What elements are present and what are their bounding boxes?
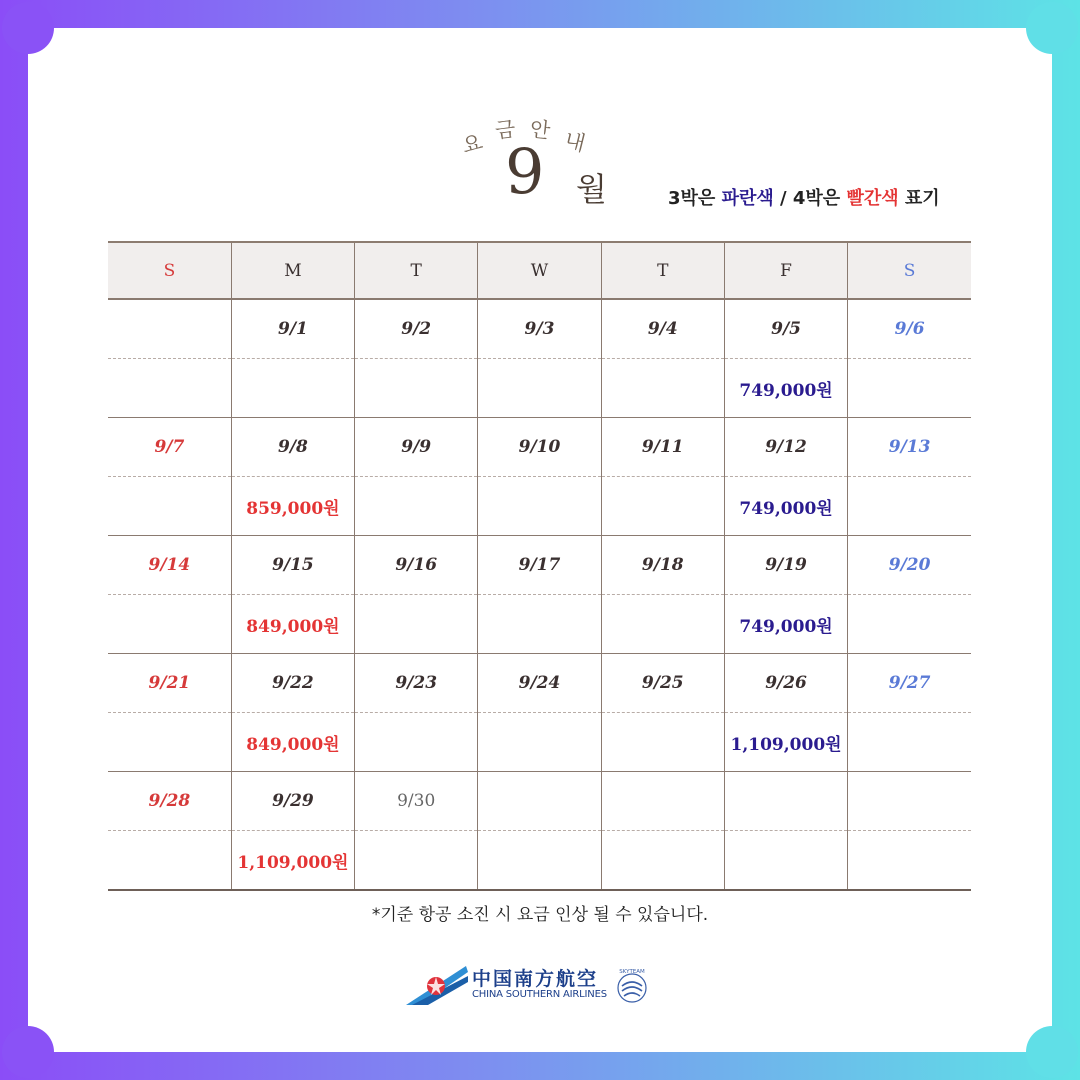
- date-cell: 9/21: [108, 654, 231, 713]
- price-row: [108, 477, 971, 536]
- price-cell: [108, 713, 231, 772]
- footnote: *기준 항공 소진 시 요금 인상 될 수 있습니다.: [371, 905, 709, 925]
- month-suffix: 월: [576, 170, 607, 208]
- subtitle-char: 요: [459, 129, 486, 159]
- date-cell: 9/12: [724, 418, 847, 477]
- date-cell: 9/2: [355, 299, 478, 359]
- weekday-header-tue: T: [355, 242, 478, 299]
- date-cell: 9/28: [108, 772, 231, 831]
- weekday-header-sun: S: [108, 242, 231, 299]
- date-cell: 9/20: [848, 536, 971, 595]
- date-row: [108, 299, 971, 359]
- price-row: [108, 595, 971, 654]
- date-cell: 9/9: [355, 418, 478, 477]
- weekday-header-thu: T: [601, 242, 724, 299]
- price-cell: [848, 477, 971, 536]
- date-cell: 9/16: [355, 536, 478, 595]
- price-cell: [601, 595, 724, 654]
- price-cell: [231, 359, 354, 418]
- date-cell: 9/15: [231, 536, 354, 595]
- corner-notch: [2, 2, 54, 54]
- date-cell: 9/18: [601, 536, 724, 595]
- corner-notch: [2, 1026, 54, 1078]
- weekday-header-wed: W: [478, 242, 601, 299]
- price-cell-4-nights: 849,000원: [231, 595, 354, 654]
- date-cell: 9/5: [724, 299, 847, 359]
- price-row: [108, 713, 971, 772]
- price-cell: [478, 359, 601, 418]
- price-cell: [355, 595, 478, 654]
- price-cell: [848, 595, 971, 654]
- airline-name-chinese: 中国南方航空: [472, 968, 599, 990]
- price-cell: [848, 831, 971, 891]
- date-cell: 9/27: [848, 654, 971, 713]
- price-cell: [108, 595, 231, 654]
- price-cell: [601, 477, 724, 536]
- corner-notch: [1026, 1026, 1078, 1078]
- date-cell: [601, 772, 724, 831]
- legend-text: 표기: [898, 188, 940, 209]
- month-number: 9: [505, 135, 545, 208]
- price-cell: [478, 477, 601, 536]
- legend-text: 3박은: [668, 188, 722, 209]
- price-cell-3-nights: 749,000원: [724, 477, 847, 536]
- corner-notch: [1026, 2, 1078, 54]
- price-cell: [601, 359, 724, 418]
- price-row: [108, 359, 971, 418]
- kapok-flower-icon: [406, 962, 468, 1006]
- skyteam-icon: [612, 966, 652, 1006]
- date-cell: 9/10: [478, 418, 601, 477]
- date-cell: 9/4: [601, 299, 724, 359]
- price-cell: [108, 359, 231, 418]
- price-cell-4-nights: 1,109,000원: [231, 831, 354, 891]
- price-cell-3-nights: 1,109,000원: [724, 713, 847, 772]
- legend-text: / 4박은: [773, 188, 847, 209]
- price-cell: [724, 831, 847, 891]
- airline-name-english: CHINA SOUTHERN AIRLINES: [472, 989, 607, 1000]
- price-cell-4-nights: 859,000원: [231, 477, 354, 536]
- price-cell: [355, 477, 478, 536]
- price-cell: [478, 831, 601, 891]
- date-cell: 9/22: [231, 654, 354, 713]
- date-cell: 9/25: [601, 654, 724, 713]
- price-cell: [601, 713, 724, 772]
- price-cell: [848, 713, 971, 772]
- legend: [668, 186, 940, 212]
- subtitle-char: 안: [528, 116, 552, 143]
- price-cell: [601, 831, 724, 891]
- date-cell: [108, 299, 231, 359]
- price-row: [108, 831, 971, 891]
- weekday-header-sat: S: [848, 242, 971, 299]
- price-cell-3-nights: 749,000원: [724, 359, 847, 418]
- legend-red-word: 빨간색: [846, 188, 899, 209]
- date-row: [108, 654, 971, 713]
- date-row: [108, 536, 971, 595]
- date-cell: [848, 772, 971, 831]
- calendar-table: [108, 241, 971, 891]
- price-cell-3-nights: 749,000원: [724, 595, 847, 654]
- price-cell: [355, 831, 478, 891]
- subtitle-char: 내: [562, 127, 588, 157]
- date-cell: [478, 772, 601, 831]
- price-cell: [108, 477, 231, 536]
- price-cell: [355, 713, 478, 772]
- price-cell: [355, 359, 478, 418]
- date-cell: 9/8: [231, 418, 354, 477]
- date-cell: 9/13: [848, 418, 971, 477]
- date-cell: 9/6: [848, 299, 971, 359]
- date-cell: 9/24: [478, 654, 601, 713]
- date-cell: [724, 772, 847, 831]
- price-cell: [478, 713, 601, 772]
- price-cell-4-nights: 849,000원: [231, 713, 354, 772]
- date-cell: 9/11: [601, 418, 724, 477]
- date-cell: 9/26: [724, 654, 847, 713]
- weekday-header-mon: M: [231, 242, 354, 299]
- airline-logo: [406, 962, 656, 1010]
- date-row: [108, 418, 971, 477]
- date-cell: 9/23: [355, 654, 478, 713]
- price-cell: [478, 595, 601, 654]
- date-cell: 9/17: [478, 536, 601, 595]
- legend-blue-word: 파란색: [721, 188, 774, 209]
- date-cell: 9/14: [108, 536, 231, 595]
- date-cell: 9/1: [231, 299, 354, 359]
- weekday-header-fri: F: [724, 242, 847, 299]
- date-cell: 9/29: [231, 772, 354, 831]
- date-row: [108, 772, 971, 831]
- date-cell: 9/3: [478, 299, 601, 359]
- date-cell: 9/7: [108, 418, 231, 477]
- date-cell: 9/30: [355, 772, 478, 831]
- weekday-header-row: [108, 242, 971, 299]
- date-cell: 9/19: [724, 536, 847, 595]
- price-cell: [108, 831, 231, 891]
- skyteam-label: SKYTEAM: [619, 969, 645, 975]
- subtitle-char: 금: [493, 116, 517, 143]
- price-cell: [848, 359, 971, 418]
